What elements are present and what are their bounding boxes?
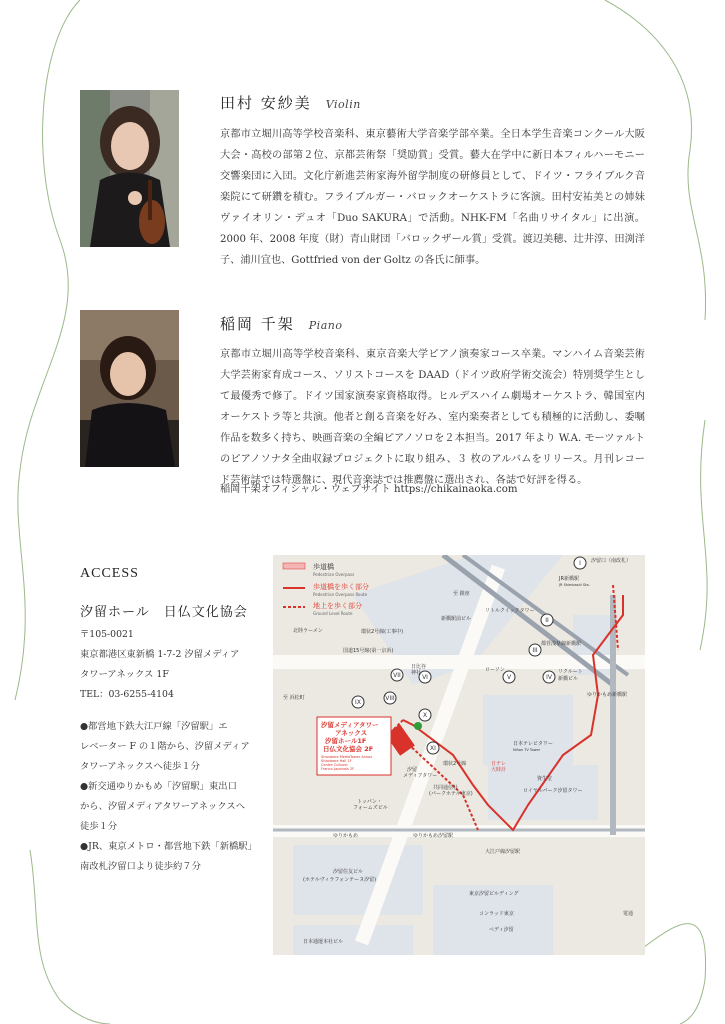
map-label: 至 銀座 <box>453 591 470 597</box>
performer-1-bio: 京都市立堀川高等学校音楽科、東京藝術大学音楽学部卒業。全日本学生音楽コンクール大阪大会・高校の部第２位、京都芸術祭「奨励賞」受賞。藝大在学中に新日本フィルハーモニー交響楽団に入団。文化庁新進芸術家海外留学制度の研修員として、ドイツ・フライブルク音楽院にて研鑽を積む。フライブルガー・バロックオーケストラに客演。田村安祐美との姉妹ヴァイオリン・デュオ「Duo SAKURA」で活動。NHK-FM「名曲リサイタル」に出演。2000 年、2008 年度（財）青山財団「バロックザール賞」受賞。渡辺美穂、辻井淳、田渕洋子、浦川宜也、Gottfried von der Goltz の各氏に師事。 <box>220 129 645 266</box>
direction-line: ●新交通ゆりかもめ「汐留駅」東出口 <box>80 781 237 792</box>
address-line: タワーアネックス 1F <box>80 669 169 680</box>
map-label: 日本テレビタワー <box>513 741 553 747</box>
map-label: ゆりかもめ汐留駅 <box>413 833 454 839</box>
performer-2-name-row <box>220 313 342 334</box>
venue-map-label: 汐留メディアタワー <box>321 721 379 729</box>
phone-number: TEL：03-6255-4104 <box>80 689 174 700</box>
performer-2-website[interactable]: 稲岡千架オフィシャル・ウェブサイト https://chikainaoka.com <box>220 484 518 495</box>
map-label: コンラッド東京 <box>479 911 514 917</box>
map-label: リトルクイックタワー <box>485 608 535 614</box>
venue-map-label-en: Shiodome Hall 1F <box>321 759 352 763</box>
performer-2-bio: 京都市立堀川高等学校音楽科、東京音楽大学ピアノ演奏家コース卒業。マンハイム音楽芸術大学芸術家育成コース、ソリストコースを DAAD（ドイツ政府学術交流会）特別奨学生として最優秀で修了。ドイツ国家演奏家資格取得。ヒルデスハイム劇場オーケストラ、韓国室内オーケストラ等と共演。他者と創る音楽を好み、室内楽奏者としても積極的に活動し、委嘱作品を数多く持ち、映画音楽の全編ピアノソロを２本担当。2017 年より W.A. モーツァルトのピアノソナタ全曲収録プロジェクトに取り組み、３ 枚のアルバムをリリース。月刊レコード芸術誌では特選盤に、現代音楽誌では推薦盤に選出され、各誌で好評を得る。 <box>220 349 645 486</box>
map-label: (ホテルヴィラフォンテーヌ汐留) <box>303 877 377 883</box>
map-label: ペディ汐留 <box>489 927 514 933</box>
legend-ground-route: 地上を歩く部分 <box>313 602 362 610</box>
exit-marker: V <box>506 674 512 681</box>
exit-marker: VIII <box>385 695 395 702</box>
venue-map-label: 日仏文化協会 2F <box>323 745 374 753</box>
direction-line: ●JR、東京メトロ・都営地下鉄「新橋駅」 <box>80 841 257 852</box>
performer-1-name: 田村 安紗美 <box>220 94 312 112</box>
exit-marker: IX <box>355 699 361 706</box>
map-label: 資生堂 <box>537 776 553 782</box>
map-label: リクルート <box>558 669 583 675</box>
map-label: 汐留住友ビル <box>333 869 364 875</box>
map-label: フォームズビル <box>353 805 388 811</box>
exit-marker: I <box>579 560 581 567</box>
legend-overpass-route: 歩道橋を歩く部分 <box>313 583 369 591</box>
address-line: 東京都港区東新橋 1-7-2 汐留メディア <box>80 649 240 660</box>
violinist-portrait <box>80 90 179 247</box>
venue-map-label: 汐留ホール1F <box>325 737 367 745</box>
performer-1-instrument: Violin <box>325 98 361 111</box>
direction-line: レベーター F の１階から、汐留メディア <box>80 741 250 752</box>
legend-overpass: 歩道橋 <box>313 563 334 571</box>
exit-marker: II <box>545 617 549 624</box>
map-label: 北陸ラーメン <box>293 628 323 634</box>
direction-line: 徒歩１分 <box>80 821 118 832</box>
map-label: Nihon TV Tower <box>513 748 541 752</box>
venue-map-label-en: Centre Culturel <box>321 763 348 767</box>
map-label: JR Shimbashi Sta. <box>559 583 590 587</box>
map-label: ゆりかもめ <box>333 833 359 839</box>
direction-line: から、汐留メディアタワーアネックスへ <box>80 801 246 812</box>
map-label: JR新橋駅 <box>559 576 579 582</box>
venue-address <box>80 625 270 705</box>
map-label: 新橋ビル <box>558 676 579 682</box>
venue-map-label-en: Franco-Japonais 2F <box>321 767 355 771</box>
performer-1-name-row <box>220 92 361 113</box>
address-line: 〒105-0021 <box>80 629 134 640</box>
map-label: ローソン <box>485 667 505 673</box>
map-label: (パークホテル東京) <box>429 791 473 797</box>
exit-marker: VI <box>422 674 428 681</box>
exit-marker: IV <box>546 674 552 681</box>
access-map <box>273 555 645 955</box>
map-label: ロイヤルパーク汐留タワー <box>523 788 583 794</box>
pianist-portrait <box>80 310 179 467</box>
map-label: メディアタワー <box>403 773 438 779</box>
map-label: ゆりかもめ新橋駅 <box>587 692 628 698</box>
venue-name: 汐留ホール 日仏文化協会 <box>80 605 248 620</box>
exit-marker: VII <box>393 672 401 679</box>
map-label: 東京汐留ビルディング <box>469 891 519 897</box>
venue-map-label: アネックス <box>335 729 368 737</box>
directions <box>80 717 270 877</box>
exit-marker: III <box>532 647 538 654</box>
map-label: 日テレ <box>491 761 506 767</box>
map-label: 環状2号線(工事中) <box>361 629 404 635</box>
map-label: 国道15号線(第一京浜) <box>343 648 394 654</box>
map-label: 新橋駅前ビル <box>441 616 472 622</box>
exit-marker: XI <box>430 745 436 752</box>
map-label: 都営浅草線新橋駅 <box>541 641 582 647</box>
map-label: トッパン・ <box>357 799 382 805</box>
direction-line: タワーアネックスへ徒歩１分 <box>80 761 200 772</box>
access-heading: ACCESS <box>80 566 139 581</box>
map-label: 環状2号線 <box>443 761 467 767</box>
venue-map-label-en: Shiodome MediaTower Annex <box>321 755 373 759</box>
performer-2-name: 稲岡 千架 <box>220 315 295 333</box>
performer-2-instrument: Piano <box>308 319 343 332</box>
map-label: 電通 <box>623 911 634 917</box>
map-label: 至 浜松町 <box>283 695 305 701</box>
map-label: 共同通信社 <box>433 785 459 791</box>
legend-overpass-route-en: Pedestrian Overpass Route <box>313 592 368 597</box>
legend-ground-route-en: Ground Level Route <box>313 611 353 616</box>
map-label: 日本通運本社ビル <box>303 939 344 945</box>
map-label: 汐留口（南改札） <box>591 558 632 564</box>
map-label: 神社 <box>411 670 422 676</box>
direction-line: 南改札汐留口より徒歩約７分 <box>80 861 201 872</box>
map-label: 大江戸線汐留駅 <box>485 849 521 855</box>
map-label: 日比谷 <box>411 664 427 670</box>
legend-overpass-en: Pedestrian Overpass <box>313 572 355 577</box>
exit-marker: X <box>422 712 428 719</box>
map-label: 大時計 <box>491 767 507 773</box>
direction-line: ●都営地下鉄大江戸線「汐留駅」エ <box>80 721 228 732</box>
map-label: 汐留 <box>407 767 418 773</box>
